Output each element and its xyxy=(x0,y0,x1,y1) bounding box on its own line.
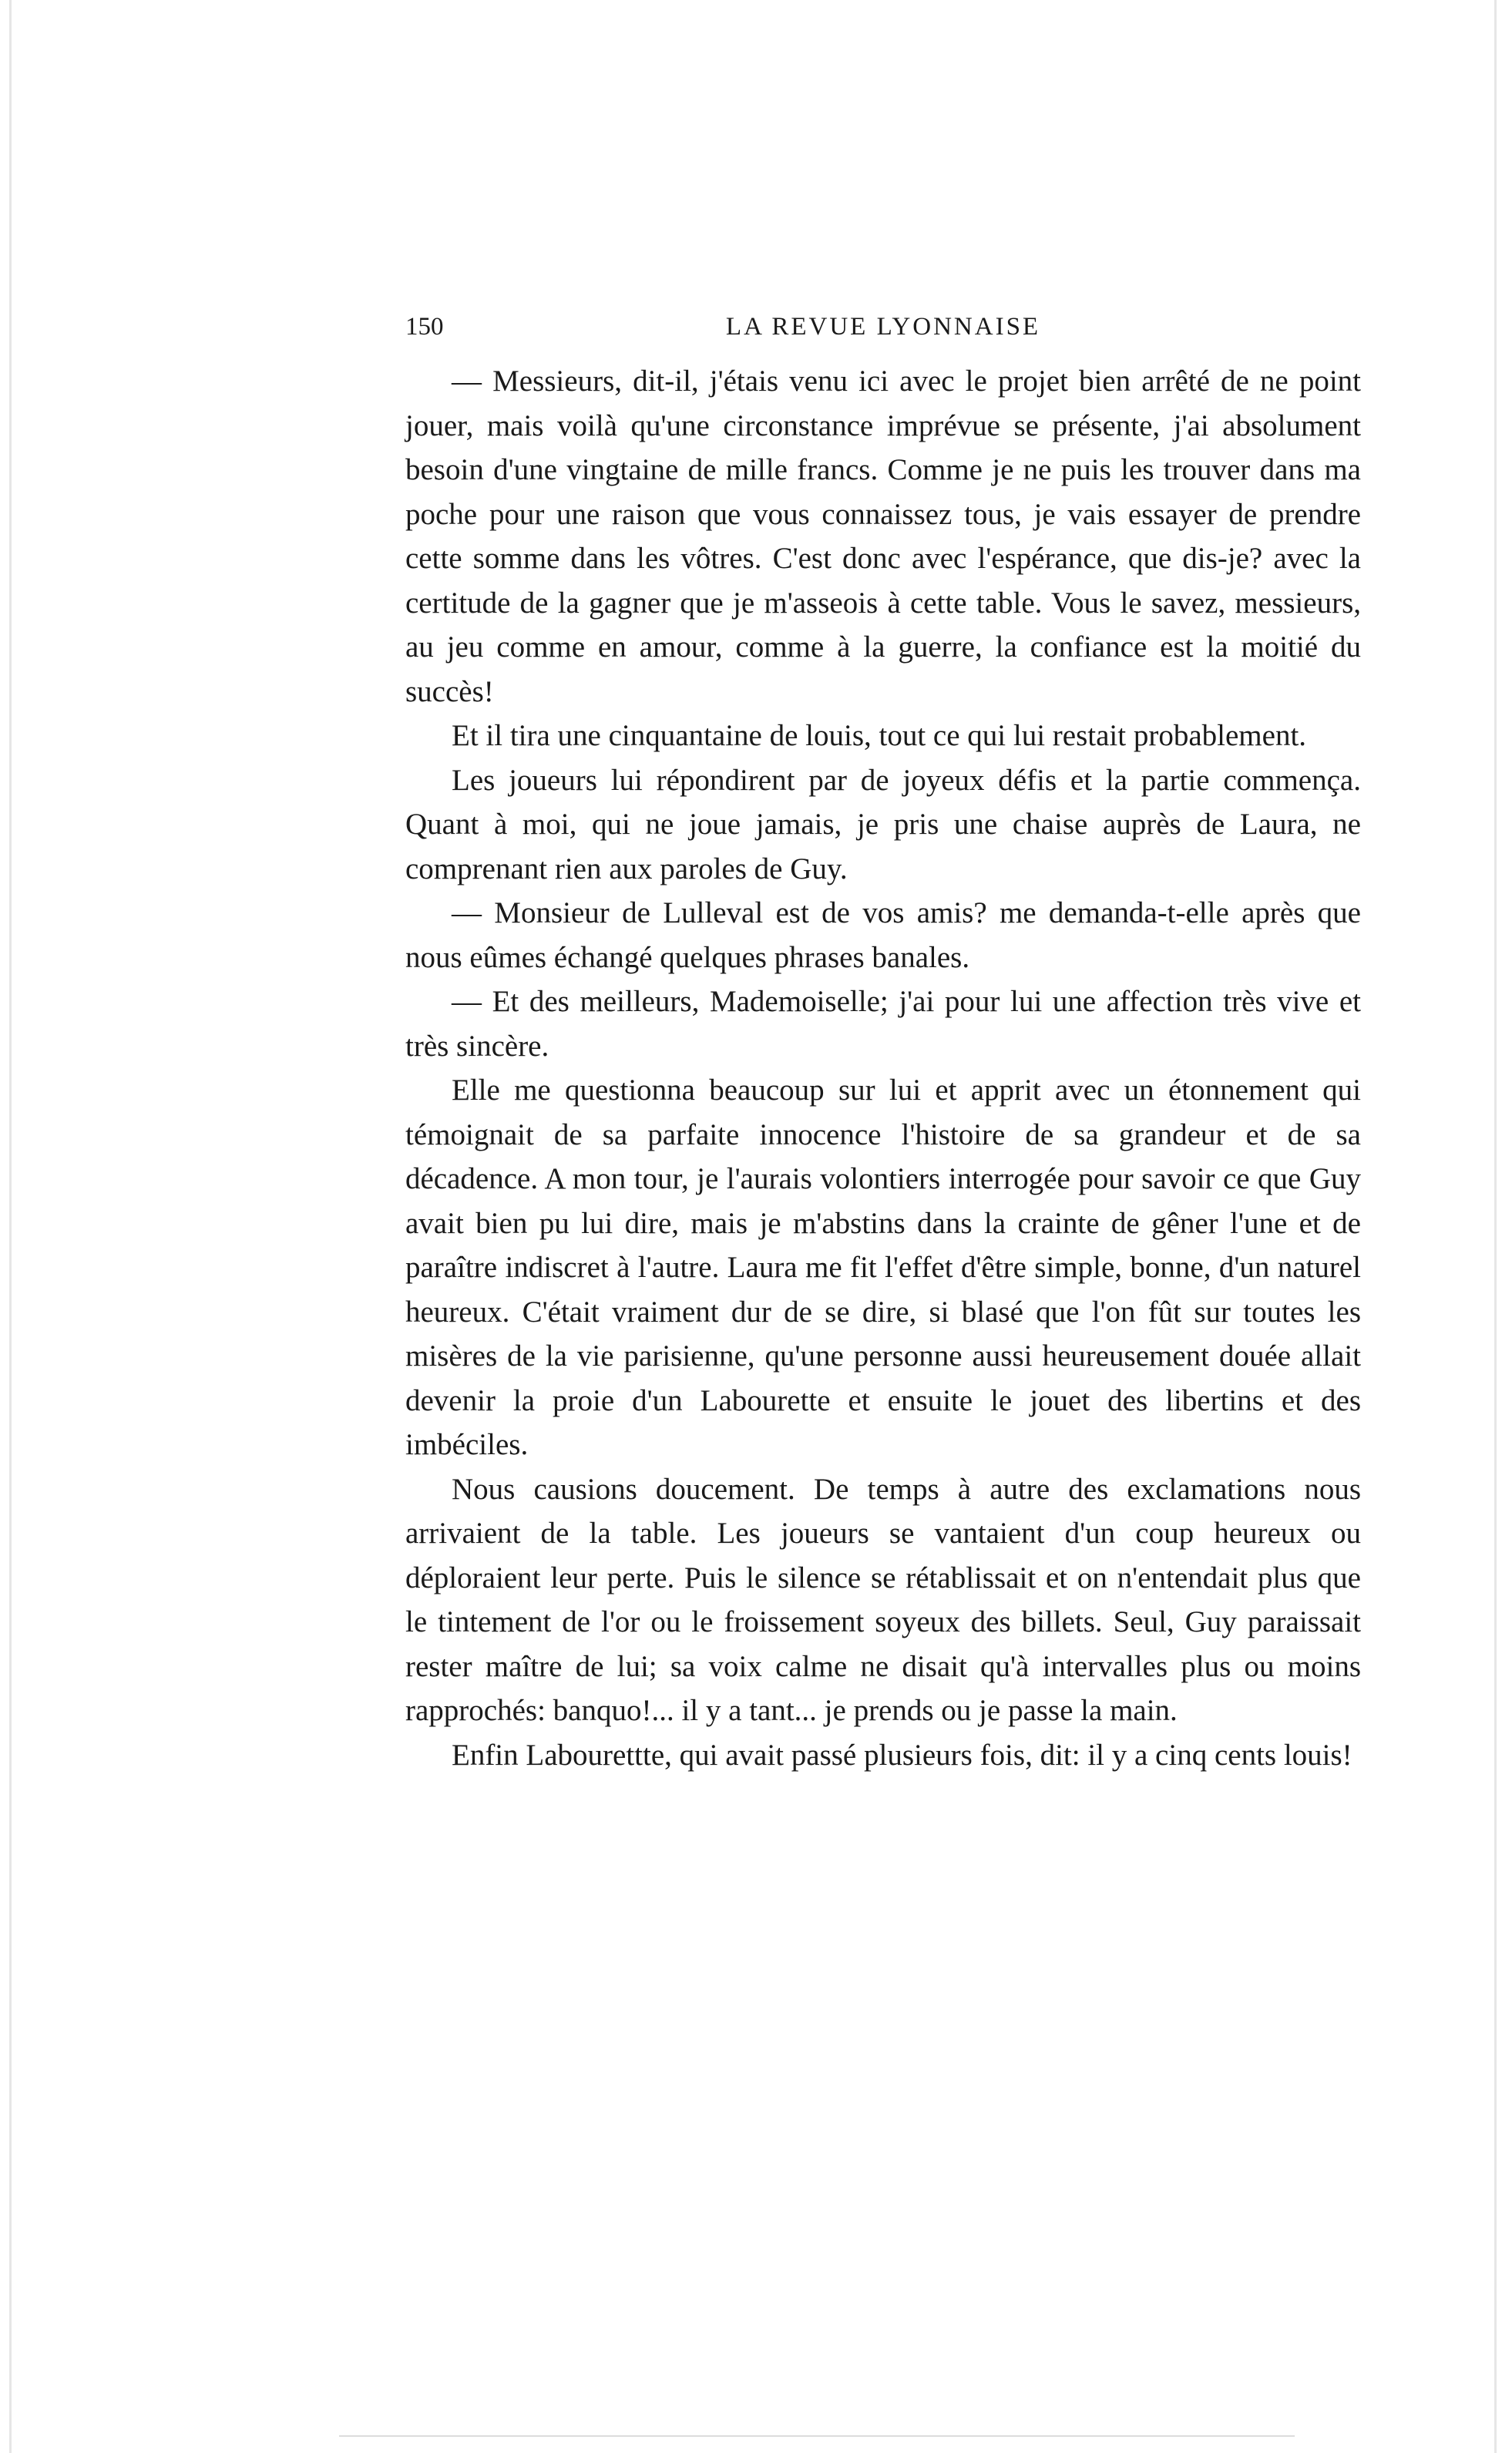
paragraph-reply: — Et des meilleurs, Mademoiselle; j'ai pour lui une affection très vive et très sincère. xyxy=(405,985,1361,1063)
paragraph-conversation: Elle me questionna beaucoup sur lui et apprit avec un étonnement qui témoignait de sa parfaite innocence l'histoire de sa grandeur et de sa décadence. A mon tour, je l'aurais volontiers interrogée pour savoir ce que Guy avait bien pu lui dire, mais je m'abstins dans la crainte de gêner l'une et de paraître indiscret à l'autre. Laura me fit l'effet d'être simple, bonne, d'un naturel heureux. C'était vraiment dur de se dire, si blasé que l'on fût sur toutes les misères de la vie parisienne, qu'une personne aussi heureusement douée allait devenir la proie d'un Labourette et ensuite le jouet des libertins et des imbéciles. xyxy=(405,1074,1361,1461)
page-number: 150 xyxy=(405,313,444,341)
paragraph-table-sounds: Nous causions doucement. De temps à autre des exclamations nous arrivaient de la table. Les joueurs se vantaient d'un coup heureux ou déploraient leur perte. Puis le silence se rétablissait et on n'entendait plus que le tintement de l'or ou le froissement soyeux des billets. Seul, Guy paraissait rester maître de lui; sa voix calme ne disait qu'à intervalles plus ou moins rapprochés: banquo!... il y a tant... je prends ou je passe la main. xyxy=(405,1472,1361,1727)
paragraph-guy-speech: — Messieurs, dit-il, j'étais venu ici avec le projet bien arrêté de ne point jouer, mais voilà qu'une circonstance imprévue se présente, j'ai absolument besoin d'une vingtaine de mille francs. Comme je ne puis les trouver dans ma poche pour une raison que vous connaissez tous, je vais essayer de prendre cette somme dans les vôtres. C'est donc avec l'espérance, que dis-je? avec la certitude de la gagner que je m'asseois à cette table. Vous le savez, messieurs, au jeu comme en amour, comme à la guerre, la confiance est la moitié du succès! xyxy=(405,365,1361,708)
running-head xyxy=(405,313,1361,359)
paragraph-cinq-cents: Enfin Labourettte, qui avait passé plusieurs fois, dit: il y a cinq cents louis! xyxy=(452,1738,1352,1772)
scan-right-edge xyxy=(1494,0,1497,2453)
journal-title: LA REVUE LYONNAISE xyxy=(725,313,1041,341)
scan-bottom-rule xyxy=(339,2435,1295,2437)
book-page xyxy=(405,313,1361,1777)
paragraph-game-start: Les joueurs lui répondirent par de joyeux défis et la partie commença. Quant à moi, qui ne joue jamais, je pris une chaise auprès de Laura, ne comprenant rien aux paroles de Guy. xyxy=(405,763,1361,885)
body-text xyxy=(405,359,1361,1777)
paragraph-louis: Et il tira une cinquantaine de louis, tout ce qui lui restait probablement. xyxy=(452,719,1307,752)
scan-left-edge xyxy=(9,0,12,2453)
paragraph-laura-question: — Monsieur de Lulleval est de vos amis? me demanda-t-elle après que nous eûmes échangé quelques phrases banales. xyxy=(405,896,1361,974)
